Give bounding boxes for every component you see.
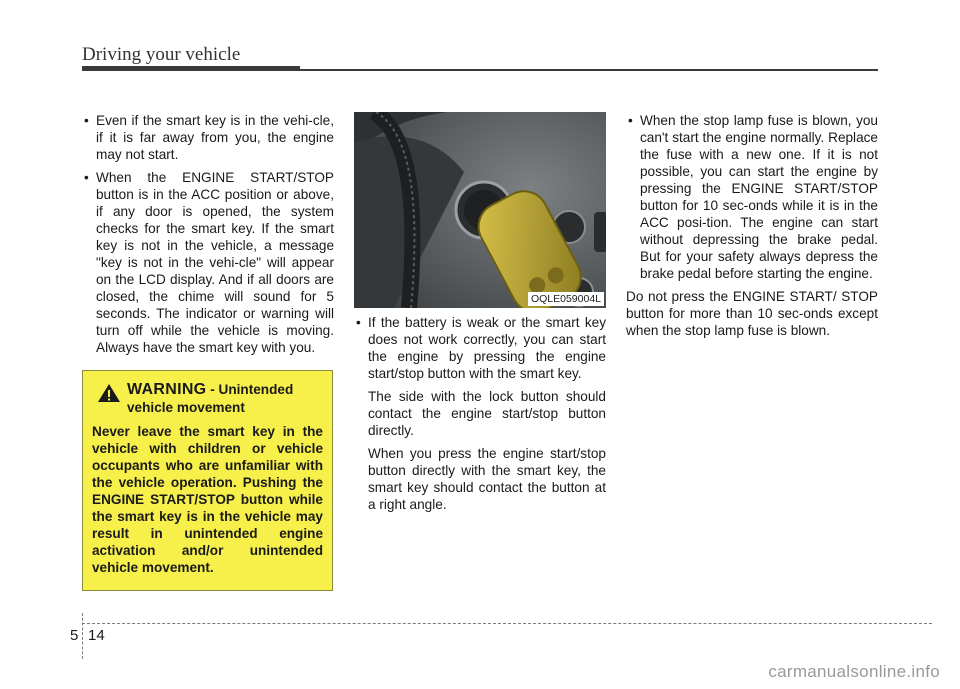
footer-divider	[82, 613, 83, 659]
figure-smart-key-start-button	[354, 112, 606, 308]
footer-rule	[82, 623, 932, 624]
warning-box	[82, 370, 333, 591]
watermark: carmanualsonline.info	[768, 662, 940, 681]
page-number: 14	[88, 627, 105, 644]
page-header-title: Driving your vehicle	[82, 44, 241, 65]
para-lock-button-side: The side with the lock button should contact the engine start/stop button directly.	[368, 389, 606, 438]
bullet-smart-key-far: • Even if the smart key is in the vehi-cle, if it is far away from you, the engine may not start.	[82, 112, 334, 163]
header-rule-thick	[82, 66, 300, 71]
column-right	[626, 112, 878, 345]
page-chapter: 5	[70, 627, 79, 644]
bullet-stop-lamp-fuse: • When the stop lamp fuse is blown, you can't start the engine normally. Replace the fuse with a new one. If it is not possible, you can start the engine by pressing the ENGINE START/STOP button for 10 sec-onds while it is in the ACC posi-tion. The engine can start without depressing the brake pedal. But for your safety always depress the brake pedal before starting the engine.	[626, 112, 878, 282]
figure-caption: OQLE059004L	[528, 292, 604, 306]
bullet-door-check: • When the ENGINE START/STOP button is in the ACC position or above, if any door is opened, the system checks for the smart key. If the smart key is not in the vehicle, a message "key is not in the vehi-cle" will appear on the LCD display. And if all doors are closed, the chime will sound for 5 seconds. The indicator or warning will turn off while the vehicle is moving. Always have the smart key with you.	[82, 169, 334, 356]
figure-illustration	[354, 112, 606, 308]
para-right-angle: When you press the engine start/stop button directly with the smart key, the smart key should contact the button at a right angle.	[368, 446, 606, 512]
warning-label: WARNING	[127, 381, 207, 398]
bullet-battery-weak: • If the battery is weak or the smart key does not work correctly, you can start the engine by pressing the engine start/stop button with the smart key.	[354, 314, 606, 382]
warning-heading-text	[127, 381, 323, 417]
para-do-not-press: Do not press the ENGINE START/ STOP button for more than 10 sec-onds except when the stop lamp fuse is blown.	[626, 289, 878, 338]
header-rule-thin	[300, 69, 878, 71]
column-middle	[354, 314, 606, 519]
warning-heading	[92, 381, 323, 417]
warning-triangle-icon	[97, 383, 121, 403]
column-left	[82, 112, 334, 362]
warning-body: Never leave the smart key in the vehicle with children or vehicle occupants who are unfamiliar with the vehicle operation. Pushing the ENGINE START/STOP button while the smart key is in the vehicle may result in unintended engine activation and/or unintended vehicle movement.	[92, 424, 323, 575]
warning-subtitle: - Unintended vehicle movement	[127, 382, 294, 415]
